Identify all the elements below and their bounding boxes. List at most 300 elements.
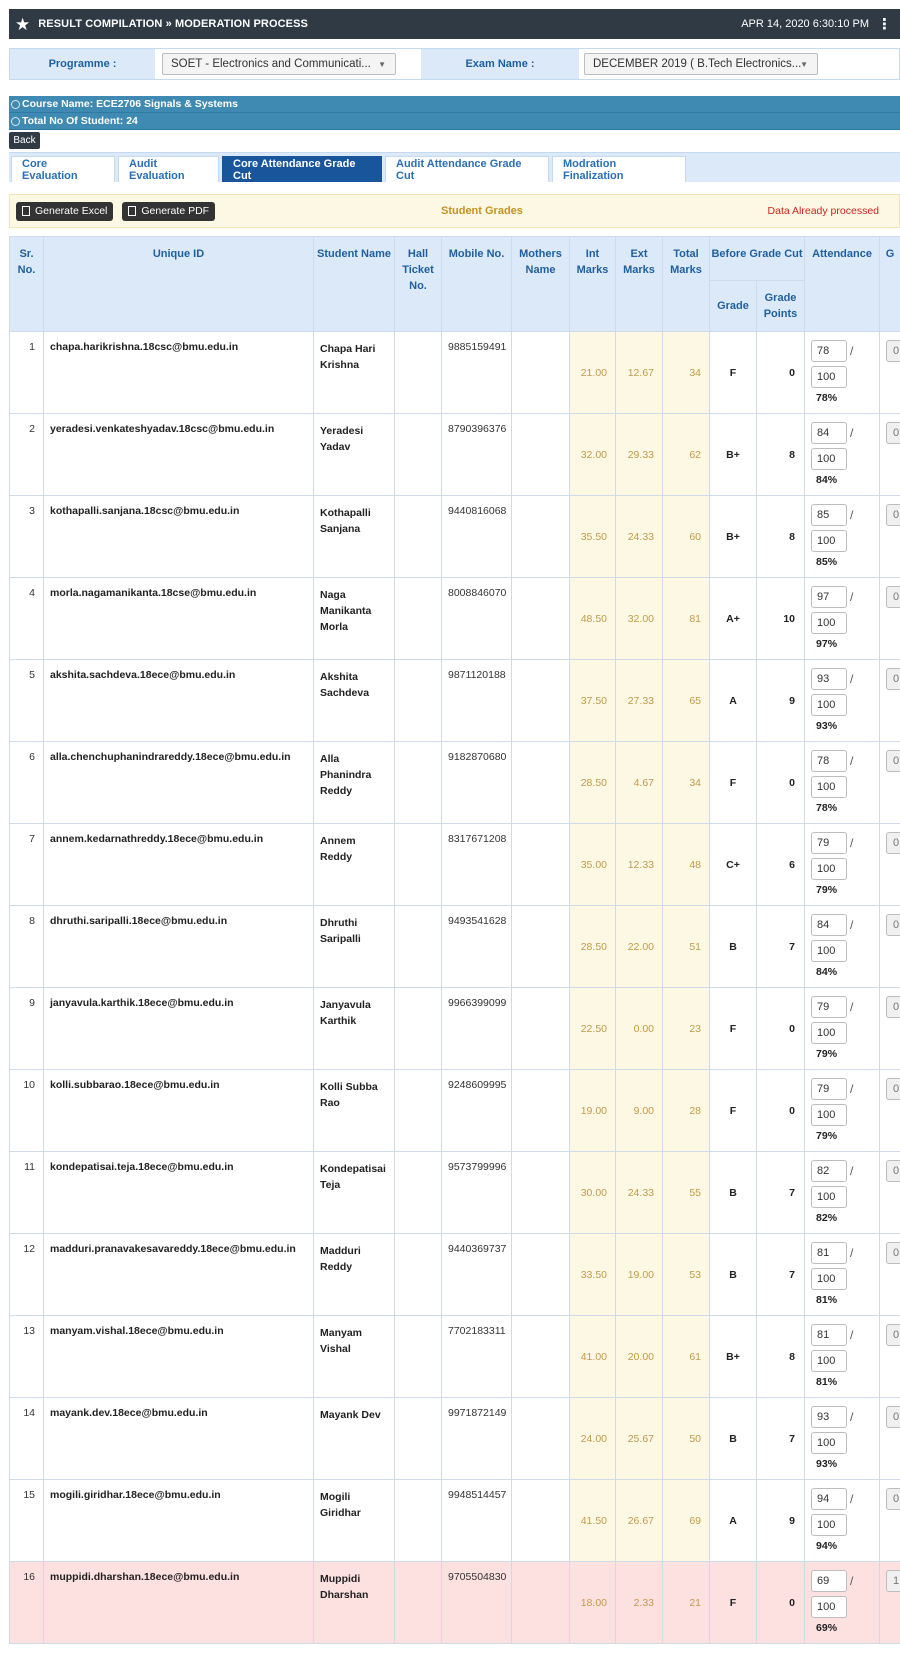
mothers-name-cell xyxy=(512,332,570,414)
col-sr-no: Sr. No. xyxy=(10,237,44,332)
attendance-slash: / xyxy=(850,508,854,522)
attendance-max-input[interactable]: 100 xyxy=(811,366,847,388)
col-mothers-name: Mothers Name xyxy=(512,237,570,332)
int-marks-cell: 28.50 xyxy=(570,742,616,824)
top-header-bar xyxy=(9,9,900,39)
programme-select-value: SOET - Electronics and Communicati... xyxy=(171,58,371,70)
int-marks-cell: 19.00 xyxy=(570,1070,616,1152)
attendance-max-input[interactable]: 100 xyxy=(811,1104,847,1126)
grade-cut-cell xyxy=(880,906,900,988)
int-marks-cell: 30.00 xyxy=(570,1152,616,1234)
programme-select[interactable] xyxy=(162,53,396,75)
mothers-name-cell xyxy=(512,1152,570,1234)
attendance-slash: / xyxy=(850,1082,854,1096)
ext-marks-cell: 24.33 xyxy=(616,496,663,578)
course-info-bar xyxy=(9,96,900,130)
attendance-input[interactable]: 79 xyxy=(811,996,847,1018)
tab-audit-attendance-grade-cut[interactable]: Audit Attendance Grade Cut xyxy=(385,156,549,182)
ext-marks-cell: 22.00 xyxy=(616,906,663,988)
table-row xyxy=(10,824,900,906)
int-marks-cell: 35.50 xyxy=(570,496,616,578)
student-grades-title: Student Grades xyxy=(441,205,523,217)
col-hall-ticket: Hall Ticket No. xyxy=(395,237,442,332)
student-grades-table xyxy=(9,236,900,1644)
programme-label: Programme : xyxy=(10,49,155,79)
attendance-input[interactable]: 93 xyxy=(811,668,847,690)
int-marks-cell: 24.00 xyxy=(570,1398,616,1480)
mothers-name-cell xyxy=(512,1562,570,1644)
attendance-cell xyxy=(805,742,880,824)
grade-cut-input[interactable]: 0 xyxy=(886,1406,900,1428)
int-marks-cell: 35.00 xyxy=(570,824,616,906)
mobile-cell: 9573799996 xyxy=(442,1152,512,1234)
grade-points-cell: 7 xyxy=(757,1398,805,1480)
sr-no-cell: 15 xyxy=(10,1480,44,1562)
grade-cell: F xyxy=(710,332,757,414)
attendance-input[interactable]: 94 xyxy=(811,1488,847,1510)
hall-ticket-cell xyxy=(395,660,442,742)
grade-points-cell: 0 xyxy=(757,332,805,414)
mobile-cell: 9493541628 xyxy=(442,906,512,988)
grade-cut-cell xyxy=(880,496,900,578)
col-unique-id: Unique ID xyxy=(44,237,314,332)
mobile-cell: 9705504830 xyxy=(442,1562,512,1644)
total-marks-cell: 34 xyxy=(663,742,710,824)
exam-name-label: Exam Name : xyxy=(421,49,579,79)
unique-id-cell: kolli.subbarao.18ece@bmu.edu.in xyxy=(44,1070,314,1152)
sr-no-cell: 5 xyxy=(10,660,44,742)
attendance-max-input[interactable]: 100 xyxy=(811,1268,847,1290)
mothers-name-cell xyxy=(512,496,570,578)
grade-cut-input[interactable]: 0 xyxy=(886,504,900,526)
total-marks-cell: 23 xyxy=(663,988,710,1070)
attendance-cell xyxy=(805,414,880,496)
hall-ticket-cell xyxy=(395,496,442,578)
tab-core-attendance-grade-cut[interactable]: Core Attendance Grade Cut xyxy=(222,156,382,182)
mothers-name-cell xyxy=(512,1480,570,1562)
sr-no-cell: 2 xyxy=(10,414,44,496)
int-marks-cell: 41.50 xyxy=(570,1480,616,1562)
grade-points-cell: 8 xyxy=(757,414,805,496)
ext-marks-cell: 12.33 xyxy=(616,824,663,906)
sr-no-cell: 16 xyxy=(10,1562,44,1644)
table-row xyxy=(10,1562,900,1644)
attendance-slash: / xyxy=(850,1000,854,1014)
attendance-input[interactable]: 81 xyxy=(811,1324,847,1346)
student-name-cell: Alla Phanindra Reddy xyxy=(314,742,395,824)
grade-points-cell: 0 xyxy=(757,742,805,824)
star-icon: ★ xyxy=(15,14,31,34)
tab-audit-evaluation[interactable]: Audit Evaluation xyxy=(118,156,219,182)
exam-name-select[interactable] xyxy=(584,53,818,75)
status-message: Data Already processed xyxy=(767,205,879,217)
student-name-cell: Manyam Vishal xyxy=(314,1316,395,1398)
grade-cell: B xyxy=(710,906,757,988)
attendance-input[interactable]: 84 xyxy=(811,422,847,444)
total-marks-cell: 48 xyxy=(663,824,710,906)
mothers-name-cell xyxy=(512,906,570,988)
attendance-input[interactable]: 79 xyxy=(811,832,847,854)
unique-id-cell: mayank.dev.18ece@bmu.edu.in xyxy=(44,1398,314,1480)
attendance-input[interactable]: 69 xyxy=(811,1570,847,1592)
attendance-percent: 84% xyxy=(816,474,838,486)
page-title: RESULT COMPILATION » MODERATION PROCESS xyxy=(38,18,308,30)
col-ext-marks: Ext Marks xyxy=(616,237,663,332)
hall-ticket-cell xyxy=(395,988,442,1070)
attendance-max-input[interactable]: 100 xyxy=(811,694,847,716)
sr-no-cell: 10 xyxy=(10,1070,44,1152)
int-marks-cell: 28.50 xyxy=(570,906,616,988)
grade-cut-input[interactable]: 0 xyxy=(886,422,900,444)
grade-cell: B+ xyxy=(710,414,757,496)
attendance-slash: / xyxy=(850,1246,854,1260)
attendance-max-input[interactable]: 100 xyxy=(811,530,847,552)
attendance-cell xyxy=(805,824,880,906)
chevron-down-icon: ▼ xyxy=(800,59,808,69)
generate-pdf-label: Generate PDF xyxy=(141,205,210,217)
attendance-percent: 85% xyxy=(816,556,838,568)
course-name: Course Name: ECE2706 Signals & Systems xyxy=(22,98,238,110)
student-name-cell: Akshita Sachdeva xyxy=(314,660,395,742)
sr-no-cell: 11 xyxy=(10,1152,44,1234)
sr-no-cell: 4 xyxy=(10,578,44,660)
back-button[interactable]: Back xyxy=(9,132,40,149)
sr-no-cell: 14 xyxy=(10,1398,44,1480)
unique-id-cell: yeradesi.venkateshyadav.18csc@bmu.edu.in xyxy=(44,414,314,496)
total-marks-cell: 55 xyxy=(663,1152,710,1234)
unique-id-cell: mogili.giridhar.18ece@bmu.edu.in xyxy=(44,1480,314,1562)
sr-no-cell: 12 xyxy=(10,1234,44,1316)
attendance-slash: / xyxy=(850,1574,854,1588)
col-student-name: Student Name xyxy=(314,237,395,332)
ext-marks-cell: 2.33 xyxy=(616,1562,663,1644)
grade-cut-input[interactable]: 0 xyxy=(886,1160,900,1182)
ext-marks-cell: 12.67 xyxy=(616,332,663,414)
attendance-cell xyxy=(805,1562,880,1644)
grade-points-cell: 6 xyxy=(757,824,805,906)
student-name-cell: Madduri Reddy xyxy=(314,1234,395,1316)
tab-core-evaluation[interactable]: Core Evaluation xyxy=(11,156,115,182)
student-name-cell: Muppidi Dharshan xyxy=(314,1562,395,1644)
grade-cell: B xyxy=(710,1152,757,1234)
grade-cut-cell xyxy=(880,742,900,824)
attendance-percent: 84% xyxy=(816,966,838,978)
exam-name-select-value: DECEMBER 2019 ( B.Tech Electronics... xyxy=(593,58,802,70)
attendance-percent: 93% xyxy=(816,720,838,732)
grade-cut-input[interactable]: 1 xyxy=(886,1570,900,1592)
int-marks-cell: 22.50 xyxy=(570,988,616,1070)
hall-ticket-cell xyxy=(395,1316,442,1398)
unique-id-cell: akshita.sachdeva.18ece@bmu.edu.in xyxy=(44,660,314,742)
attendance-max-input[interactable]: 100 xyxy=(811,1022,847,1044)
attendance-input[interactable]: 79 xyxy=(811,1078,847,1100)
attendance-max-input[interactable]: 100 xyxy=(811,612,847,634)
col-grade-points: Grade Points xyxy=(757,281,805,332)
hall-ticket-cell xyxy=(395,1480,442,1562)
grade-cut-input[interactable]: 0 xyxy=(886,668,900,690)
table-row xyxy=(10,496,900,578)
attendance-cell xyxy=(805,906,880,988)
mobile-cell: 9948514457 xyxy=(442,1480,512,1562)
mothers-name-cell xyxy=(512,1234,570,1316)
attendance-cell xyxy=(805,1480,880,1562)
total-marks-cell: 65 xyxy=(663,660,710,742)
ext-marks-cell: 0.00 xyxy=(616,988,663,1070)
student-name-cell: Chapa Hari Krishna xyxy=(314,332,395,414)
mobile-cell: 8008846070 xyxy=(442,578,512,660)
grade-cell: F xyxy=(710,1562,757,1644)
student-name-cell: Annem Reddy xyxy=(314,824,395,906)
generate-excel-button[interactable] xyxy=(16,202,113,221)
attendance-slash: / xyxy=(850,1164,854,1178)
int-marks-cell: 32.00 xyxy=(570,414,616,496)
grade-cell: A+ xyxy=(710,578,757,660)
ext-marks-cell: 9.00 xyxy=(616,1070,663,1152)
total-marks-cell: 51 xyxy=(663,906,710,988)
grade-cut-cell xyxy=(880,1398,900,1480)
attendance-cell xyxy=(805,660,880,742)
grade-cut-cell xyxy=(880,414,900,496)
ext-marks-cell: 29.33 xyxy=(616,414,663,496)
student-name-cell: Naga Manikanta Morla xyxy=(314,578,395,660)
tab-bar xyxy=(9,152,900,182)
grade-cut-input[interactable]: 0 xyxy=(886,914,900,936)
attendance-slash: / xyxy=(850,918,854,932)
ext-marks-cell: 19.00 xyxy=(616,1234,663,1316)
attendance-input[interactable]: 85 xyxy=(811,504,847,526)
hall-ticket-cell xyxy=(395,414,442,496)
attendance-cell xyxy=(805,578,880,660)
grade-cut-input[interactable]: 0 xyxy=(886,586,900,608)
total-marks-cell: 34 xyxy=(663,332,710,414)
unique-id-cell: annem.kedarnathreddy.18ece@bmu.edu.in xyxy=(44,824,314,906)
mobile-cell: 8790396376 xyxy=(442,414,512,496)
grades-toolbar xyxy=(9,194,900,228)
col-attendance: Attendance xyxy=(805,237,880,332)
unique-id-cell: morla.nagamanikanta.18cse@bmu.edu.in xyxy=(44,578,314,660)
table-row xyxy=(10,414,900,496)
total-marks-cell: 62 xyxy=(663,414,710,496)
mothers-name-cell xyxy=(512,1398,570,1480)
header-datetime: APR 14, 2020 6:30:10 PM xyxy=(741,18,869,30)
unique-id-cell: madduri.pranavakesavareddy.18ece@bmu.edu.in xyxy=(44,1234,314,1316)
grade-cut-input[interactable]: 0 xyxy=(886,1488,900,1510)
kebab-menu-icon[interactable]: ⋮ xyxy=(877,15,892,33)
attendance-slash: / xyxy=(850,426,854,440)
tab-modration-finalization[interactable]: Modration Finalization xyxy=(552,156,686,182)
grade-cut-input[interactable]: 0 xyxy=(886,750,900,772)
info-icon xyxy=(11,117,20,126)
attendance-percent: 81% xyxy=(816,1376,838,1388)
hall-ticket-cell xyxy=(395,578,442,660)
mothers-name-cell xyxy=(512,824,570,906)
unique-id-cell: kondepatisai.teja.18ece@bmu.edu.in xyxy=(44,1152,314,1234)
mothers-name-cell xyxy=(512,1316,570,1398)
int-marks-cell: 37.50 xyxy=(570,660,616,742)
sr-no-cell: 1 xyxy=(10,332,44,414)
ext-marks-cell: 26.67 xyxy=(616,1480,663,1562)
attendance-slash: / xyxy=(850,590,854,604)
generate-pdf-button[interactable] xyxy=(122,202,215,221)
grade-cell: F xyxy=(710,742,757,824)
attendance-input[interactable]: 82 xyxy=(811,1160,847,1182)
hall-ticket-cell xyxy=(395,1234,442,1316)
student-name-cell: Mayank Dev xyxy=(314,1398,395,1480)
attendance-slash: / xyxy=(850,836,854,850)
grade-cut-input[interactable]: 0 xyxy=(886,1324,900,1346)
total-marks-cell: 28 xyxy=(663,1070,710,1152)
attendance-percent: 69% xyxy=(816,1622,838,1634)
attendance-percent: 79% xyxy=(816,884,838,896)
grade-points-cell: 0 xyxy=(757,988,805,1070)
hall-ticket-cell xyxy=(395,1398,442,1480)
attendance-percent: 79% xyxy=(816,1130,838,1142)
attendance-max-input[interactable]: 100 xyxy=(811,1432,847,1454)
sr-no-cell: 8 xyxy=(10,906,44,988)
grade-points-cell: 9 xyxy=(757,660,805,742)
unique-id-cell: alla.chenchuphanindrareddy.18ece@bmu.edu.in xyxy=(44,742,314,824)
unique-id-cell: dhruthi.saripalli.18ece@bmu.edu.in xyxy=(44,906,314,988)
grade-cut-cell xyxy=(880,1562,900,1644)
student-name-cell: Kolli Subba Rao xyxy=(314,1070,395,1152)
int-marks-cell: 21.00 xyxy=(570,332,616,414)
mobile-cell: 7702183311 xyxy=(442,1316,512,1398)
attendance-cell xyxy=(805,1398,880,1480)
attendance-max-input[interactable]: 100 xyxy=(811,1596,847,1618)
student-name-cell: Janyavula Karthik xyxy=(314,988,395,1070)
attendance-max-input[interactable]: 100 xyxy=(811,776,847,798)
mobile-cell: 8317671208 xyxy=(442,824,512,906)
grade-cut-cell xyxy=(880,578,900,660)
total-marks-cell: 53 xyxy=(663,1234,710,1316)
total-marks-cell: 60 xyxy=(663,496,710,578)
attendance-max-input[interactable]: 100 xyxy=(811,858,847,880)
grade-cut-cell xyxy=(880,824,900,906)
attendance-max-input[interactable]: 100 xyxy=(811,1514,847,1536)
attendance-percent: 94% xyxy=(816,1540,838,1552)
mothers-name-cell xyxy=(512,1070,570,1152)
grade-points-cell: 7 xyxy=(757,1152,805,1234)
grade-points-cell: 10 xyxy=(757,578,805,660)
grade-cell: F xyxy=(710,988,757,1070)
ext-marks-cell: 4.67 xyxy=(616,742,663,824)
attendance-max-input[interactable]: 100 xyxy=(811,1186,847,1208)
grade-cut-cell xyxy=(880,1316,900,1398)
table-row xyxy=(10,742,900,824)
ext-marks-cell: 27.33 xyxy=(616,660,663,742)
grade-cut-input[interactable]: 0 xyxy=(886,832,900,854)
grade-cut-cell xyxy=(880,988,900,1070)
grade-cut-cell xyxy=(880,1480,900,1562)
table-row xyxy=(10,906,900,988)
table-row xyxy=(10,1152,900,1234)
ext-marks-cell: 32.00 xyxy=(616,578,663,660)
table-row xyxy=(10,1480,900,1562)
grade-cell: F xyxy=(710,1070,757,1152)
attendance-input[interactable]: 81 xyxy=(811,1242,847,1264)
generate-excel-label: Generate Excel xyxy=(35,205,108,217)
mobile-cell: 9248609995 xyxy=(442,1070,512,1152)
attendance-slash: / xyxy=(850,754,854,768)
mothers-name-cell xyxy=(512,742,570,824)
mobile-cell: 9440369737 xyxy=(442,1234,512,1316)
attendance-cell xyxy=(805,988,880,1070)
grade-cut-input[interactable]: 0 xyxy=(886,996,900,1018)
attendance-slash: / xyxy=(850,344,854,358)
mothers-name-cell xyxy=(512,660,570,742)
attendance-input[interactable]: 97 xyxy=(811,586,847,608)
grade-cut-input[interactable]: 0 xyxy=(886,1242,900,1264)
attendance-percent: 79% xyxy=(816,1048,838,1060)
total-students: Total No Of Student: 24 xyxy=(22,115,138,127)
attendance-max-input[interactable]: 100 xyxy=(811,940,847,962)
total-marks-cell: 61 xyxy=(663,1316,710,1398)
attendance-input[interactable]: 78 xyxy=(811,340,847,362)
student-name-cell: Kothapalli Sanjana xyxy=(314,496,395,578)
int-marks-cell: 41.00 xyxy=(570,1316,616,1398)
grade-cell: C+ xyxy=(710,824,757,906)
table-row xyxy=(10,1234,900,1316)
hall-ticket-cell xyxy=(395,1152,442,1234)
col-next-truncated: G xyxy=(880,237,900,332)
hall-ticket-cell xyxy=(395,1070,442,1152)
attendance-percent: 78% xyxy=(816,392,838,404)
mobile-cell: 9971872149 xyxy=(442,1398,512,1480)
table-row xyxy=(10,1070,900,1152)
mobile-cell: 9871120188 xyxy=(442,660,512,742)
mobile-cell: 9966399099 xyxy=(442,988,512,1070)
mobile-cell: 9885159491 xyxy=(442,332,512,414)
hall-ticket-cell xyxy=(395,824,442,906)
total-marks-cell: 69 xyxy=(663,1480,710,1562)
hall-ticket-cell xyxy=(395,1562,442,1644)
chevron-down-icon: ▼ xyxy=(378,59,386,69)
attendance-max-input[interactable]: 100 xyxy=(811,448,847,470)
attendance-slash: / xyxy=(850,1410,854,1424)
attendance-cell xyxy=(805,1234,880,1316)
grade-points-cell: 7 xyxy=(757,1234,805,1316)
table-row xyxy=(10,1398,900,1480)
col-grade: Grade xyxy=(710,281,757,332)
col-int-marks: Int Marks xyxy=(570,237,616,332)
attendance-input[interactable]: 78 xyxy=(811,750,847,772)
ext-marks-cell: 24.33 xyxy=(616,1152,663,1234)
sr-no-cell: 3 xyxy=(10,496,44,578)
grade-cut-cell xyxy=(880,1234,900,1316)
grade-points-cell: 8 xyxy=(757,1316,805,1398)
attendance-percent: 97% xyxy=(816,638,838,650)
hall-ticket-cell xyxy=(395,742,442,824)
col-mobile: Mobile No. xyxy=(442,237,512,332)
grade-cut-input[interactable]: 0 xyxy=(886,1078,900,1100)
student-name-cell: Kondepatisai Teja xyxy=(314,1152,395,1234)
grade-cut-cell xyxy=(880,1070,900,1152)
attendance-input[interactable]: 84 xyxy=(811,914,847,936)
grade-cut-cell xyxy=(880,332,900,414)
mobile-cell: 9440816068 xyxy=(442,496,512,578)
attendance-input[interactable]: 93 xyxy=(811,1406,847,1428)
grade-cell: B+ xyxy=(710,496,757,578)
table-row xyxy=(10,1316,900,1398)
grade-cell: A xyxy=(710,660,757,742)
attendance-max-input[interactable]: 100 xyxy=(811,1350,847,1372)
total-marks-cell: 21 xyxy=(663,1562,710,1644)
grade-cell: B xyxy=(710,1398,757,1480)
attendance-slash: / xyxy=(850,1492,854,1506)
attendance-cell xyxy=(805,1070,880,1152)
total-marks-cell: 50 xyxy=(663,1398,710,1480)
grade-cut-input[interactable]: 0 xyxy=(886,340,900,362)
